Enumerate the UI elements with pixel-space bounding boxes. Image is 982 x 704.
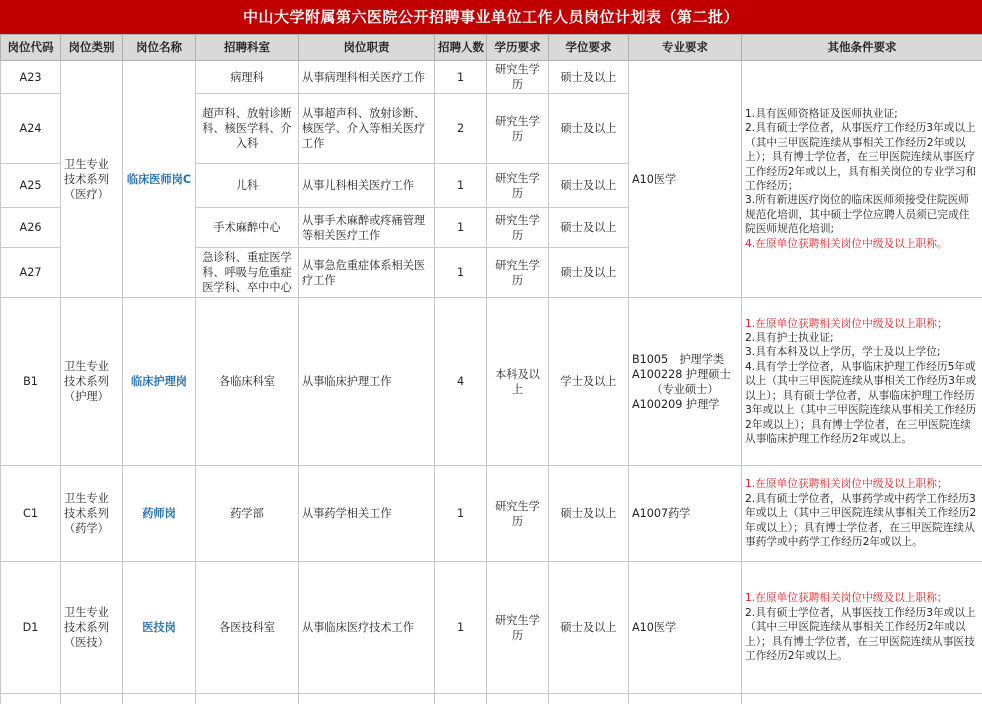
post-code: A25 [1,164,61,208]
table-row [1,298,982,466]
header-post-category: 岗位类别 [61,35,123,61]
duty: 从事急危重症体系相关医疗工作 [299,248,435,298]
major-req: A1007药学 [629,466,742,562]
header-post-name: 岗位名称 [123,35,196,61]
header-other-conditions: 其他条件要求 [742,35,982,61]
condition-line-highlight: 4.在原单位获聘相关岗位中级及以上职称。 [745,236,948,250]
education-req: 研究生学历 [487,562,549,694]
major-line: B1005 护理学类 [632,352,725,366]
education-req: 研究生学历 [487,94,549,164]
department: 儿科 [196,164,299,208]
post-code: D1 [1,562,61,694]
header-degree: 学位要求 [549,35,629,61]
condition-line: 3.具有本科及以上学历，学士及以上学位; [745,345,941,359]
post-category: 卫生专业技术系列（药学） [61,466,123,562]
condition-line: 3.所有新进医疗岗位的临床医师须接受住院医师规范化培训，其中硕士学位应聘人员须已完成住院医师规范化培训; [745,193,970,236]
condition-line-highlight: 1.在原单位获聘相关岗位中级及以上职称； [745,316,948,330]
major-req [629,298,742,466]
education-req: 研究生学历 [487,248,549,298]
degree-req: 硕士及以上 [549,61,629,94]
duty: 从事临床护理工作 [299,298,435,466]
education-req: 研究生学历 [487,61,549,94]
post-name: 临床护理岗 [123,298,196,466]
condition-line: 2.具有硕士学位者，从事医疗工作经历3年或以上（其中三甲医院连续从事相关工作经历2年或以上）；具有博士学位者，在三甲医院连续从事医疗工作经历2年或以上，具有相关岗位的专业学习和工作经历； [745,121,977,192]
major-line: A100209 护理学 [632,397,720,411]
major-req: A10医学 [629,61,742,298]
post-code: A27 [1,248,61,298]
department: 病理科 [196,61,299,94]
education-req: 本科及以上 [487,298,549,466]
headcount: 1 [435,208,487,248]
education-req: 研究生学历 [487,466,549,562]
condition-line-highlight: 1.在原单位获聘相关岗位中级及以上职称； [745,477,948,491]
duty: 从事儿科相关医疗工作 [299,164,435,208]
post-name: 医技岗 [123,562,196,694]
post-code: A24 [1,94,61,164]
other-conditions [742,298,982,466]
post-code: A26 [1,208,61,248]
post-code: A23 [1,61,61,94]
table-row [1,694,982,704]
table-row [1,466,982,562]
degree-req: 硕士及以上 [549,248,629,298]
degree-req: 硕士及以上 [549,208,629,248]
other-conditions [742,562,982,694]
duty: 从事临床医疗技术工作 [299,562,435,694]
table-row [1,61,982,94]
post-code: C1 [1,466,61,562]
condition-line: 2.具有护士执业证; [745,331,834,345]
post-category: 卫生专业技术系列（护理） [61,298,123,466]
other-conditions [742,61,982,298]
duty: 从事药学相关工作 [299,466,435,562]
degree-req: 硕士及以上 [549,466,629,562]
post-name: 药师岗 [123,466,196,562]
headcount: 1 [435,466,487,562]
department: 各医技科室 [196,562,299,694]
other-conditions [742,466,982,562]
condition-line-highlight: 1.在原单位获聘相关岗位中级及以上职称； [745,591,948,605]
condition-line: 1.具有医师资格证及医师执业证; [745,106,898,120]
duty: 从事病理科相关医疗工作 [299,61,435,94]
degree-req: 硕士及以上 [549,94,629,164]
header-department: 招聘科室 [196,35,299,61]
headcount: 2 [435,94,487,164]
recruitment-plan-table [0,34,982,704]
major-line: （专业硕士） [651,382,719,396]
headcount: 1 [435,164,487,208]
headcount: 1 [435,61,487,94]
department: 急诊科、重症医学科、呼吸与危重症医学科、卒中中心 [196,248,299,298]
department: 手术麻醉中心 [196,208,299,248]
header-count: 招聘人数 [435,35,487,61]
headcount: 1 [435,248,487,298]
post-name: 临床医师岗C [123,61,196,298]
header-row [1,35,982,61]
department: 超声科、放射诊断科、核医学科、介入科 [196,94,299,164]
table-row [1,562,982,694]
header-education: 学历要求 [487,35,549,61]
degree-req: 硕士及以上 [549,562,629,694]
condition-line: 2.具有硕士学位者，从事药学或中药学工作经历3年或以上（其中三甲医院连续从事相关工作经历2年或以上）；具有博士学位者，在三甲医院连续从事药学或中药学工作经历2年或以上。 [745,491,977,549]
department: 药学部 [196,466,299,562]
header-post-code: 岗位代码 [1,35,61,61]
header-duty: 岗位职责 [299,35,435,61]
department: 各临床科室 [196,298,299,466]
education-req: 研究生学历 [487,208,549,248]
condition-line: 4.具有学士学位者，从事临床护理工作经历5年或以上（其中三甲医院连续从事相关工作经历3年或以上）；具有硕士学位者，从事临床护理工作经历3年或以上（其中三甲医院连续从事相关工作经历2年或以上）；具有博士学位者，在三甲医院连续从事临床护理工作经历2年或以上。 [745,359,977,445]
major-req: A10医学 [629,562,742,694]
condition-line: 2.具有硕士学位者，从事医技工作经历3年或以上（其中三甲医院连续从事相关工作经历2年或以上）；具有博士学位者，在三甲医院连续从事医技工作经历2年或以上。 [745,605,976,663]
duty: 从事手术麻醉或疼痛管理等相关医疗工作 [299,208,435,248]
degree-req: 硕士及以上 [549,164,629,208]
headcount: 4 [435,298,487,466]
education-req: 研究生学历 [487,164,549,208]
table-title: 中山大学附属第六医院公开招聘事业单位工作人员岗位计划表（第二批） [0,0,982,34]
duty: 从事超声科、放射诊断、核医学、介入等相关医疗工作 [299,94,435,164]
headcount: 1 [435,562,487,694]
header-major: 专业要求 [629,35,742,61]
post-category: 卫生专业技术系列（医技） [61,562,123,694]
major-line: A100228 护理硕士 [632,367,731,381]
post-code: B1 [1,298,61,466]
degree-req: 学士及以上 [549,298,629,466]
post-category: 卫生专业技术系列（医疗） [61,61,123,298]
